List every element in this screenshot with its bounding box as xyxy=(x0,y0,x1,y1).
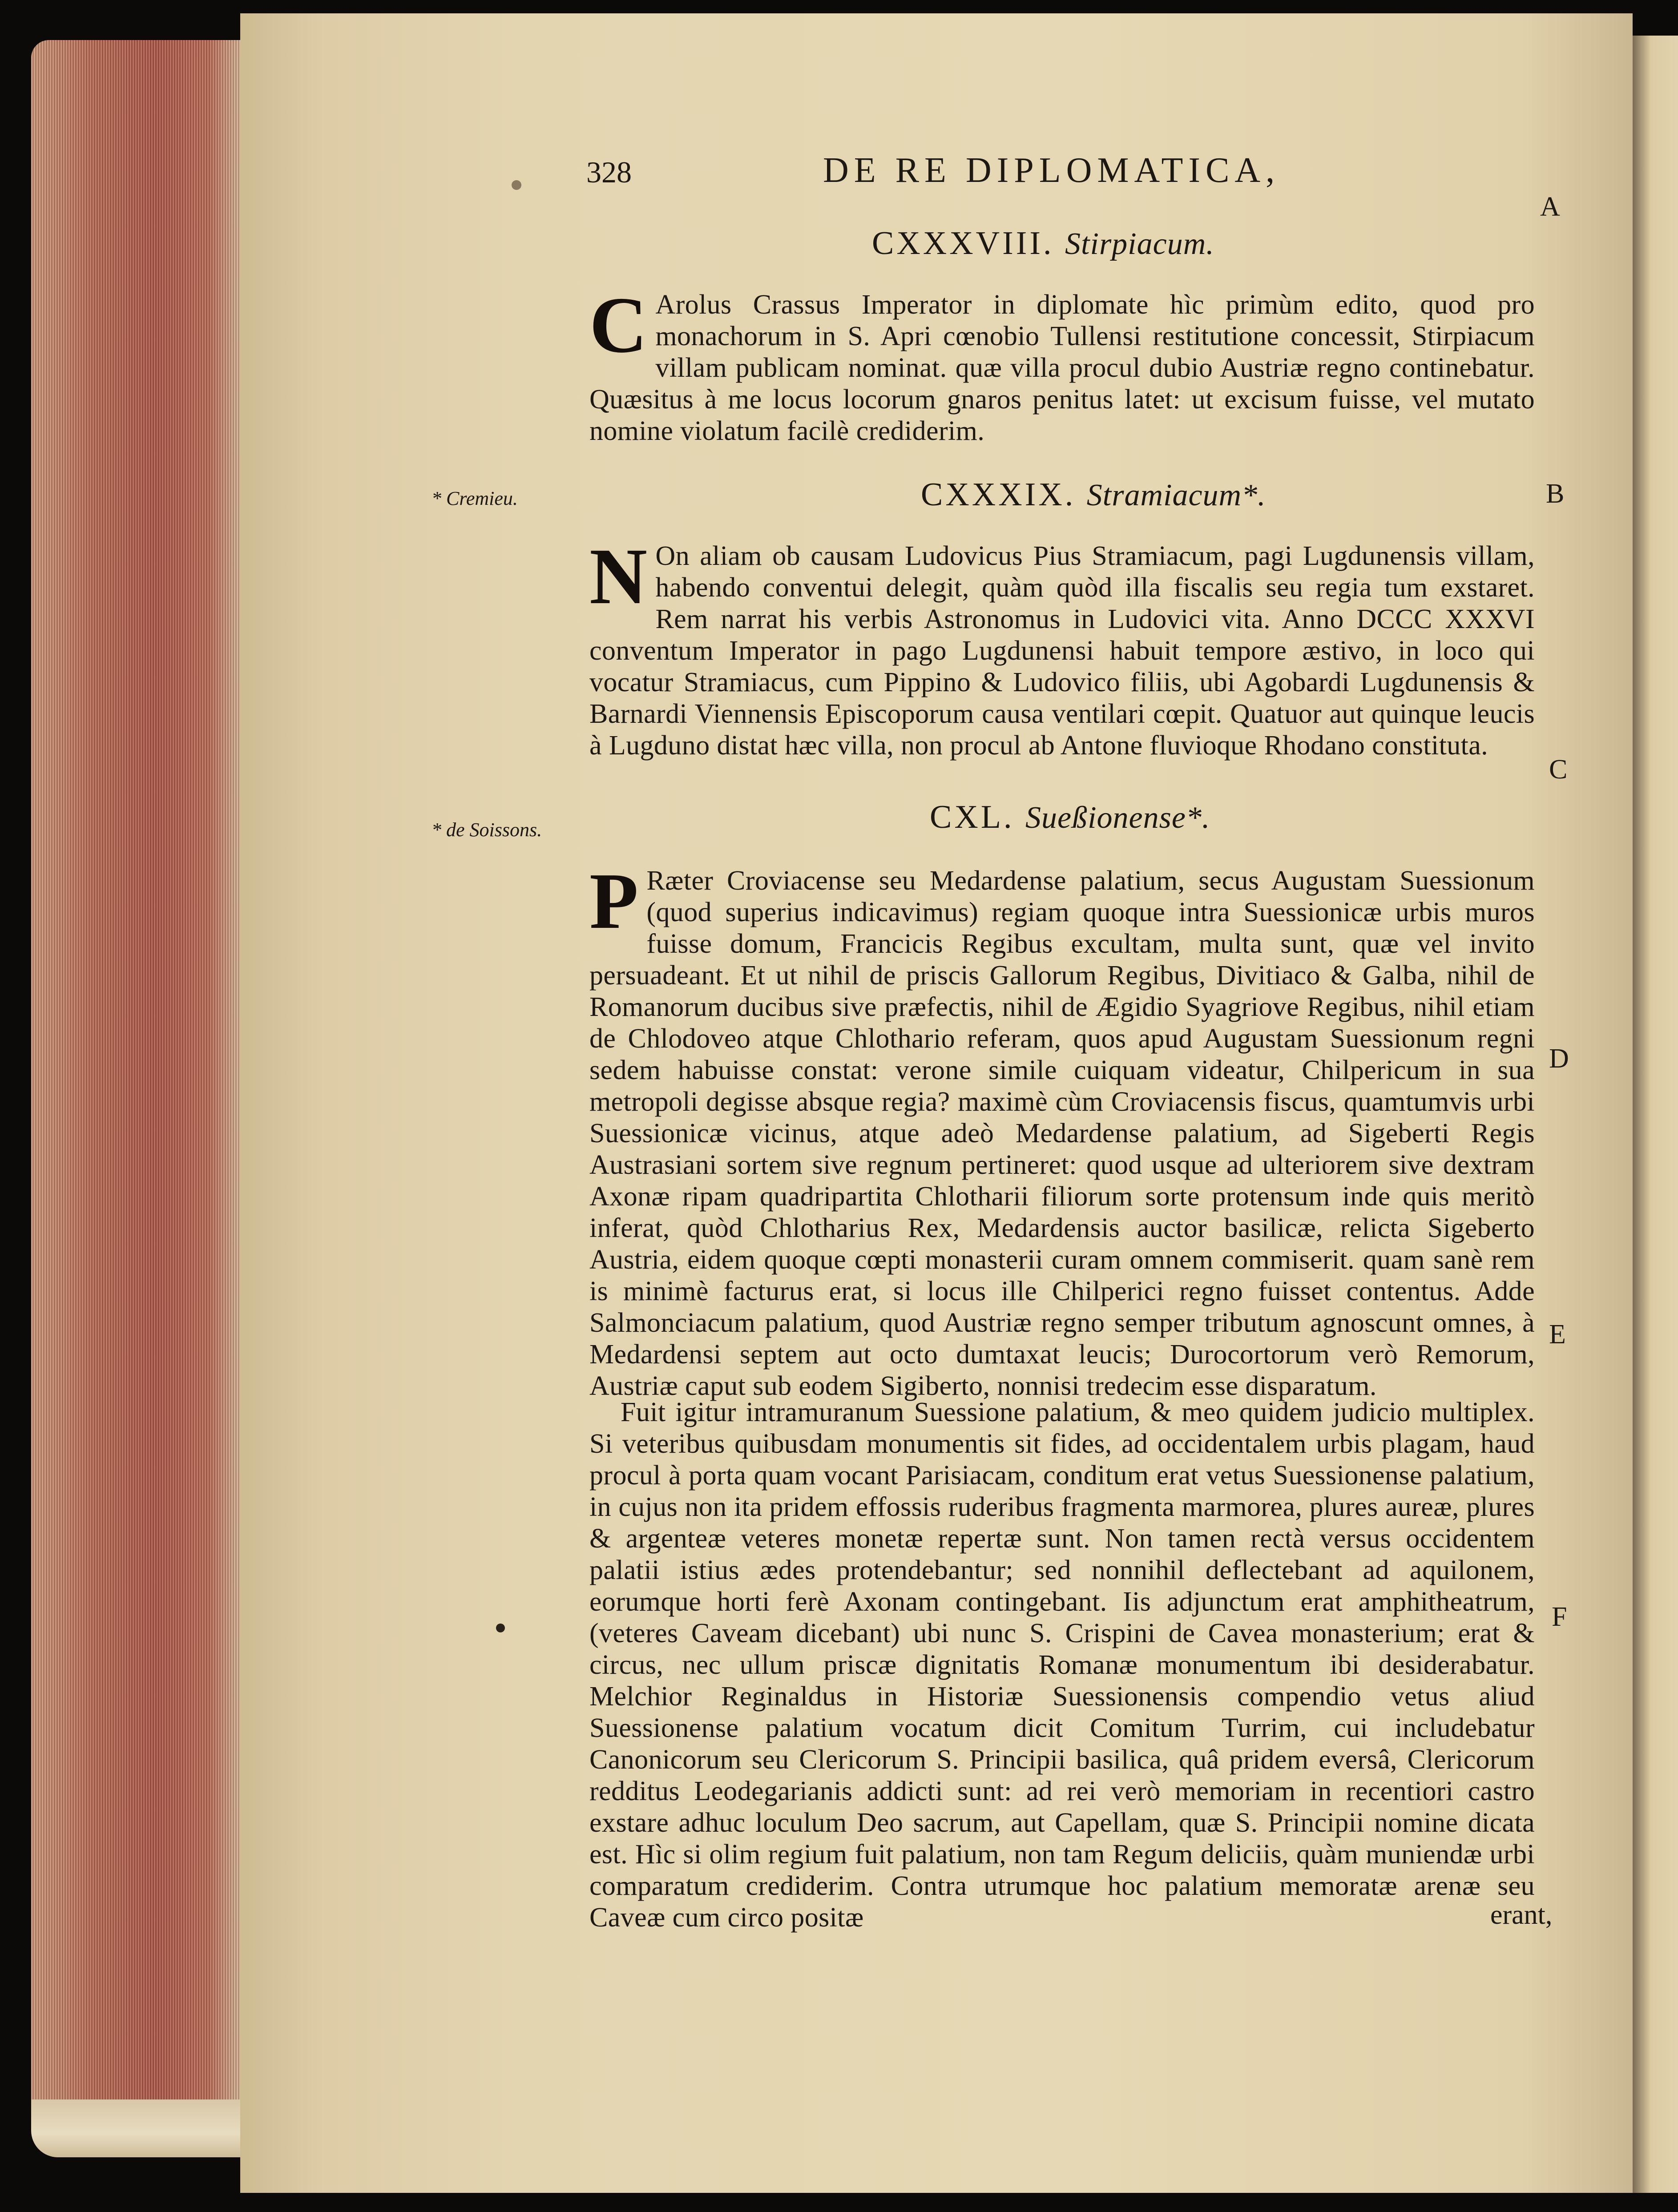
catchword: erant, xyxy=(1490,1900,1553,1930)
drop-cap: P xyxy=(589,857,639,945)
section-title: Stramiacum*. xyxy=(1086,478,1266,512)
sidenote-soissons: * de Soissons. xyxy=(432,819,542,841)
foxing-spot xyxy=(512,180,521,190)
margin-letter-e: E xyxy=(1549,1319,1566,1350)
ink-spot xyxy=(496,1624,505,1632)
book-bottom-edge xyxy=(31,2099,240,2157)
book-fore-edge xyxy=(31,40,240,2139)
section-body-139 xyxy=(589,532,1535,762)
section-number: CXL. xyxy=(930,799,1015,835)
margin-letter-c: C xyxy=(1549,754,1568,785)
margin-letter-f: F xyxy=(1552,1602,1567,1632)
section-body-140 xyxy=(589,857,1535,1402)
section-heading-138 xyxy=(872,225,1214,262)
page-number: 328 xyxy=(586,155,632,189)
sidenote-cremieu: * Cremieu. xyxy=(432,488,518,509)
margin-letter-b: B xyxy=(1546,479,1565,509)
section-number: CXXXVIII. xyxy=(872,225,1054,262)
margin-letter-d: D xyxy=(1549,1044,1569,1074)
paragraph-text: Ræter Croviacense seu Medardense palatium, secus Augustam Suessionum (quod superius indicavimus) regiam quoque intra Suessionicæ urbis muros fuisse domum, Francicis Regibus excultam, multa sunt, quæ vel invito persuadeant. Et ut nihil de priscis Gallorum Regibus, Divitiaco & Galba, nihil de Romanorum ducibus sive præfectis, nihil de Ægidio Syagriove Regibus, nihil etiam de Chlodoveo atque Chlothario referam, quos apud Augustam Suessionum regni sedem habuisse constat: verone simile cuiquam videatur, Chilpericum in sua metropoli degisse absque regia? maximè cùm Croviacensis fiscus, quamtumvis urbi Suessionicæ vicinus, atque adeò Medardense palatium, ad Sigeberti Regis Austrasiani sortem sive regnum pertineret: quod usque ad ulteriorem sive dextram Axonæ ripam quadripartita Chlotharii filiorum sorte protensum inde quis meritò inferat, quòd Chlotharius Rex, Medardensis auctor basilicæ, relicta Sigeberto Austria, eidem quoque cœpti monasterii curam omnem commiserit. quam sanè rem is minimè facturus erat, si locus ille Chilperici regno fuisset contentus. Adde Salmonciacum palatium, quod Austriæ regno semper tributum agnoscunt omnes, à Medardensi septem aut octo dumtaxat leucis; Durocortorum verò Remorum, Austriæ caput sub eodem Sigiberto, nonnisi tredecim esse disparatum. xyxy=(589,866,1535,1401)
margin-letter-a: A xyxy=(1540,192,1560,222)
section-continuation-140: Fuit igitur intramuranum Suessione palatium, & meo quidem judicio multiplex. Si veteribus quibusdam monumentis sit fides, ad occidentalem urbis plagam, haud procul à porta quam vocant Parisiacam, conditum erat vetus Suessionense palatium, in cujus non ita pridem effossis ruderibus fragmenta marmorea, plures aureæ, plures & argenteæ veteres monetæ repertæ sunt. Non tamen rectà versus occidentem palatii istius ædes protendebantur; sed nonnihil deflectebant ad aquilonem, eorumque horti ferè Axonam contingebant. Iis adjunctum erat amphitheatrum, (veteres Caveam dicebant) ubi nunc S. Crispini de Cavea monasterium; erat & circus, nec ullum priscæ dignitatis Romanæ monumentum ibi desiderabatur. Melchior Reginaldus in Historiæ Suessionensis compendio vetus aliud Suessionense palatium vocatum dicit Comitum Turrim, cui includebatur Canonicorum seu Clericorum S. Principii basilica, quâ pridem eversâ, Clericorum redditus Leodegarianis addicti sunt: ad rei verò memoriam in recentiori castro exstare adhuc loculum Deo sacrum, aut Capellam, quæ S. Principii nomine dicata est. Hìc si olim regium fuit palatium, non tam Regum deliciis, quàm muniendæ urbi comparatum crediderim. Contra utrumque hoc palatium memoratæ arenæ seu Caveæ cum circo positæ xyxy=(589,1397,1535,1933)
drop-cap: N xyxy=(589,532,648,620)
drop-cap: C xyxy=(589,281,648,369)
section-body-138 xyxy=(589,281,1535,447)
section-heading-140 xyxy=(930,798,1210,836)
section-title: Sueßionense*. xyxy=(1025,801,1210,835)
section-title: Stirpiacum. xyxy=(1065,227,1214,261)
paragraph-text: Arolus Crassus Imperator in diplomate hìc primùm edito, quod pro monachorum in S. Apri cœnobio Tullensi restitutione concessit, Stirpiacum villam publicam nominat. quæ villa procul dubio Austriæ regno continebatur. Quæsitus à me locus locorum gnaros penitus latet: ut excisum fuisse, vel mutato nomine violatum facilè crediderim. xyxy=(589,290,1535,446)
paragraph-text: On aliam ob causam Ludovicus Pius Stramiacum, pagi Lugdunensis villam, habendo conventui delegit, quàm quòd illa fiscalis seu regia tum exstaret. Rem narrat his verbis Astronomus in Ludovici vita. Anno DCCC XXXVI conventum Imperator in pago Lugdunensi habuit tempore æstivo, in loco qui vocatur Stramiacus, cum Pippino & Ludovico filiis, ubi Agobardi Lugdunensis & Barnardi Viennensis Episcoporum causa ventilari cœpit. Quatuor aut quinque leucis à Lugduno distat hæc villa, non procul ab Antone fluvioque Rhodano constituta. xyxy=(589,541,1535,761)
section-heading-139 xyxy=(921,476,1266,514)
facing-page-edge xyxy=(1633,36,1678,2193)
section-number: CXXXIX. xyxy=(921,476,1076,513)
running-head: DE RE DIPLOMATICA, xyxy=(823,151,1280,190)
